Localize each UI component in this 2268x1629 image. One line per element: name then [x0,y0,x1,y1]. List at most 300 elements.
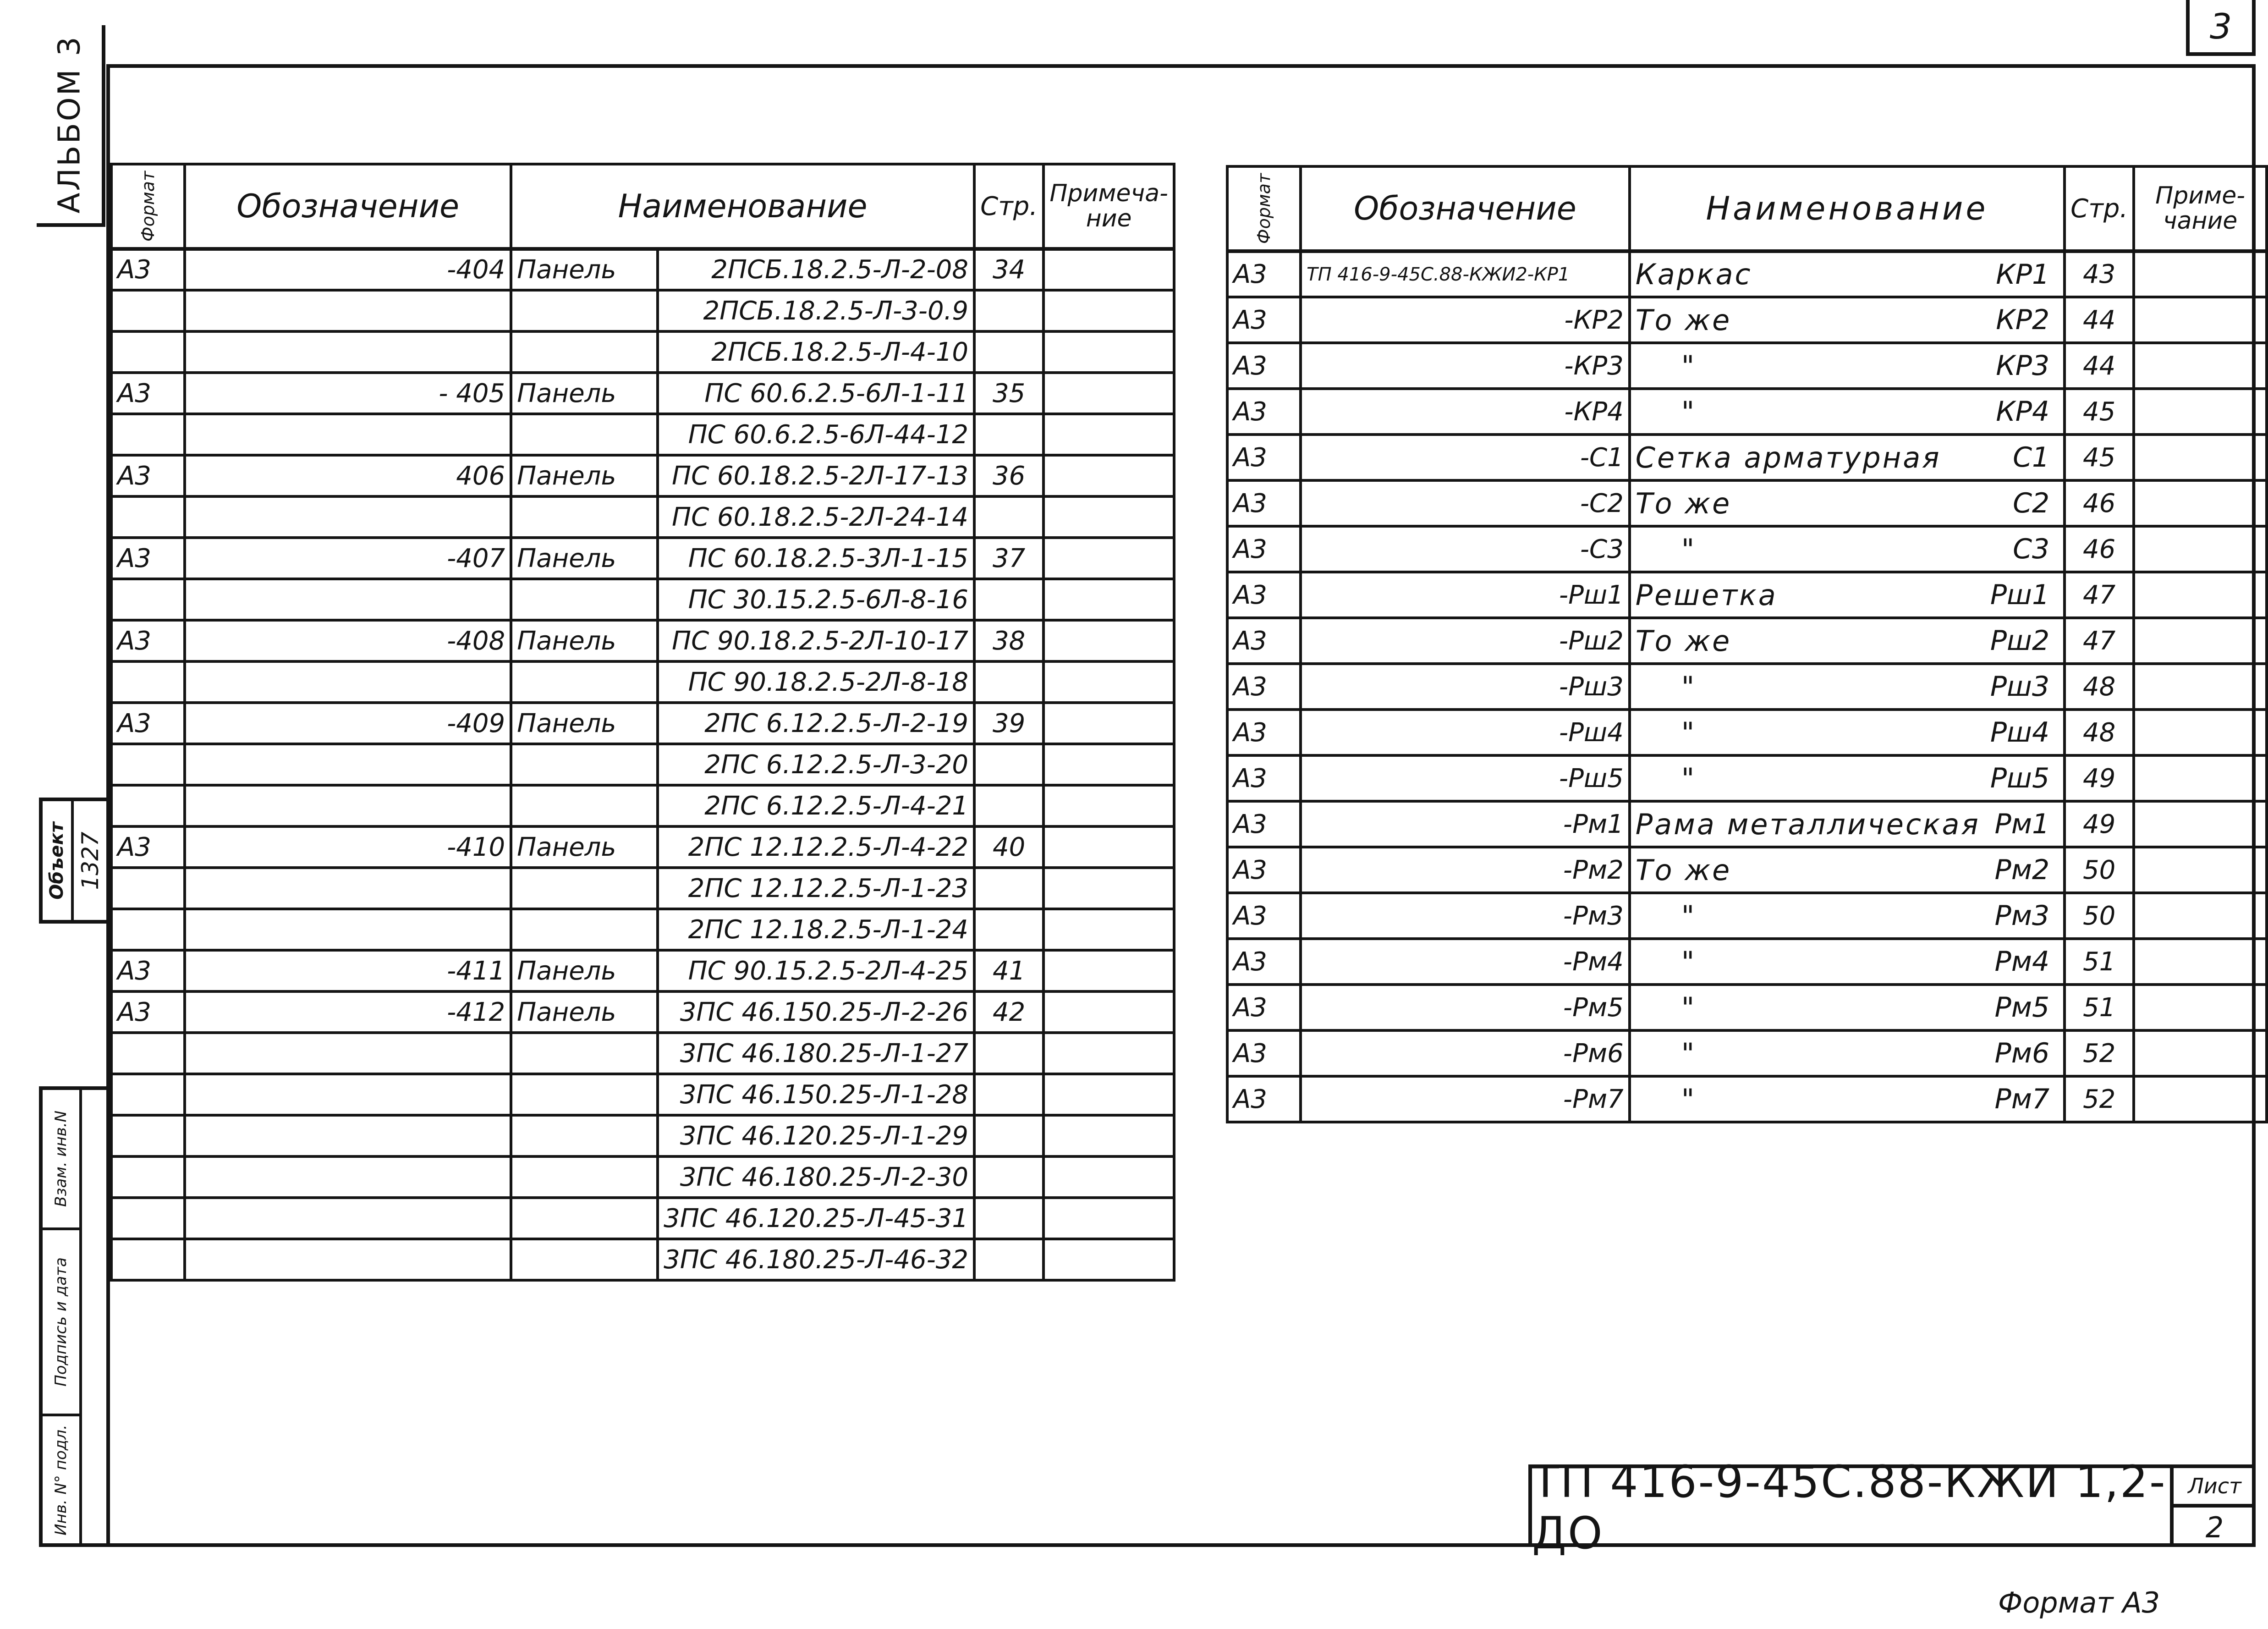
item-mark-cell: 2ПСБ.18.2.5-Л-2-08 [658,249,974,290]
object-label: Объект [46,821,67,900]
header-format: Формат [111,164,185,249]
item-mark-cell: ПС 90.15.2.5-2Л-4-25 [658,950,974,991]
designation-cell: - 405 [185,373,511,414]
item-mark-cell: 2ПС 6.12.2.5-Л-3-20 [658,744,974,785]
designation-cell: -Рш4 [1301,710,1630,755]
designation-cell: -Рш3 [1301,664,1630,710]
table-row [111,1239,1174,1280]
note-cell [1043,249,1174,290]
format-cell: А3 [1227,572,1301,618]
item-name: Решетка [1635,578,1778,612]
item-mark: Рш2 [1990,625,2050,657]
format-cell [111,1239,185,1280]
table-row [111,950,1174,991]
designation-cell [185,579,511,620]
page-cell: 49 [2065,755,2134,801]
page-cell [974,661,1043,703]
table-row [1227,985,2267,1030]
table-row [111,661,1174,703]
item-mark-cell: 3ПС 46.150.25-Л-1-28 [658,1074,974,1115]
item-mark-cell: 3ПС 46.180.25-Л-1-27 [658,1033,974,1074]
header-note: Приме-чание [2134,166,2267,251]
format-cell: А3 [1227,251,1301,297]
item-type-cell: Панель [511,373,658,414]
table-row [111,249,1174,290]
item-mark-cell: ПС 90.18.2.5-2Л-10-17 [658,620,974,661]
table-row [1227,480,2267,526]
table-row [111,744,1174,785]
designation-cell: -Рм4 [1301,939,1630,985]
table-row [1227,893,2267,939]
format-cell [111,1074,185,1115]
format-cell: А3 [111,455,185,496]
item-name: " [1681,395,1697,429]
table-row [111,785,1174,826]
note-cell [1043,1033,1174,1074]
note-cell [1043,785,1174,826]
item-mark: КР4 [1996,396,2050,428]
page-cell: 48 [2065,664,2134,710]
item-mark-cell: 2ПС 6.12.2.5-Л-2-19 [658,703,974,744]
table-row [1227,251,2267,297]
item-name: Каркас [1635,258,1752,291]
item-type-cell: Панель [511,249,658,290]
designation-cell: -Рм7 [1301,1076,1630,1122]
name-cell [1630,1030,2065,1076]
table-row [1227,939,2267,985]
format-cell: А3 [111,249,185,290]
page-cell [974,331,1043,373]
name-cell [1630,847,2065,893]
format-cell [111,909,185,950]
note-cell [2134,755,2267,801]
designation-cell: -404 [185,249,511,290]
designation-cell: -Рм3 [1301,893,1630,939]
page-cell: 46 [2065,526,2134,572]
note-cell [1043,538,1174,579]
page-cell: 35 [974,373,1043,414]
format-cell [111,414,185,455]
note-cell [2134,801,2267,847]
page-cell: 51 [2065,939,2134,985]
item-mark-cell: 3ПС 46.180.25-Л-46-32 [658,1239,974,1280]
note-cell [2134,664,2267,710]
note-cell [1043,373,1174,414]
item-mark-cell: 2ПСБ.18.2.5-Л-3-0.9 [658,290,974,331]
format-cell: А3 [111,826,185,868]
item-mark: С1 [2013,441,2050,473]
item-mark: Рм7 [1994,1083,2050,1115]
item-mark-cell: ПС 60.18.2.5-2Л-17-13 [658,455,974,496]
item-type-cell: Панель [511,826,658,868]
page-cell: 52 [2065,1076,2134,1122]
name-cell [1630,435,2065,480]
designation-cell [185,909,511,950]
table-row [111,331,1174,373]
item-mark: Рш3 [1990,671,2050,703]
item-type-cell [511,1198,658,1239]
note-cell [1043,1074,1174,1115]
note-cell [2134,572,2267,618]
header-format: Формат [1227,166,1301,251]
item-mark: Рм6 [1994,1037,2050,1069]
designation-cell: -С1 [1301,435,1630,480]
item-mark: Рш4 [1990,716,2050,748]
name-cell [1630,526,2065,572]
item-type-cell [511,414,658,455]
page-cell [974,496,1043,538]
item-mark-cell: 3ПС 46.120.25-Л-45-31 [658,1198,974,1239]
item-type-cell [511,331,658,373]
format-cell: А3 [1227,480,1301,526]
name-cell [1630,985,2065,1030]
designation-cell: -412 [185,991,511,1033]
designation-cell: 406 [185,455,511,496]
item-type-cell: Панель [511,620,658,661]
item-mark-cell: ПС 60.18.2.5-2Л-24-14 [658,496,974,538]
designation-cell [185,785,511,826]
designation-cell: -КР4 [1301,389,1630,435]
designation-cell: -Рш1 [1301,572,1630,618]
format-cell: А3 [1227,343,1301,389]
note-cell [2134,710,2267,755]
page-cell: 36 [974,455,1043,496]
sheet-label: Лист [2174,1468,2256,1508]
item-name: " [1681,1082,1697,1116]
format-cell: А3 [111,991,185,1033]
album-label-box [37,25,105,227]
table-row [1227,297,2267,343]
designation-cell [185,414,511,455]
format-cell: А3 [1227,985,1301,1030]
table-row [111,538,1174,579]
table-row [111,620,1174,661]
item-mark-cell: 2ПС 12.12.2.5-Л-1-23 [658,868,974,909]
item-mark-cell: 2ПС 12.18.2.5-Л-1-24 [658,909,974,950]
item-type-cell [511,1156,658,1198]
header-page: Стр. [2065,166,2134,251]
page-cell: 43 [2065,251,2134,297]
table-row [1227,755,2267,801]
page-cell: 46 [2065,480,2134,526]
item-name: " [1681,349,1697,383]
item-mark: КР3 [1996,350,2050,382]
note-cell [2134,435,2267,480]
item-mark-cell: 3ПС 46.150.25-Л-2-26 [658,991,974,1033]
item-mark-cell: ПС 60.6.2.5-6Л-44-12 [658,414,974,455]
table-row [111,1156,1174,1198]
item-mark-cell: 2ПС 12.12.2.5-Л-4-22 [658,826,974,868]
table-row [111,579,1174,620]
format-cell [111,744,185,785]
name-cell [1630,480,2065,526]
item-name: " [1681,945,1697,979]
designation-cell: -407 [185,538,511,579]
page-cell [974,1033,1043,1074]
item-mark-cell: 2ПСБ.18.2.5-Л-4-10 [658,331,974,373]
format-cell: А3 [1227,526,1301,572]
page-cell: 40 [974,826,1043,868]
page-cell: 44 [2065,297,2134,343]
name-cell [1630,618,2065,664]
page-number: 3 [2186,0,2256,56]
table-row [111,373,1174,414]
item-name: " [1681,715,1697,749]
table-row [111,455,1174,496]
item-name: То же [1635,853,1732,887]
item-type-cell [511,1074,658,1115]
left-spec-table [110,163,1175,1282]
table-row [1227,618,2267,664]
note-cell [1043,455,1174,496]
note-cell [2134,526,2267,572]
item-mark-cell: 3ПС 46.120.25-Л-1-29 [658,1115,974,1156]
designation-cell: -408 [185,620,511,661]
item-type-cell [511,785,658,826]
designation-cell [185,1239,511,1280]
item-type-cell [511,1033,658,1074]
table-row [1227,343,2267,389]
format-cell: А3 [1227,801,1301,847]
item-mark: Рм5 [1994,991,2050,1024]
title-block [1528,1456,2256,1559]
format-cell [111,579,185,620]
page-cell: 44 [2065,343,2134,389]
designation-cell: -Рм6 [1301,1030,1630,1076]
page-cell [974,290,1043,331]
format-cell: А3 [1227,893,1301,939]
note-cell [2134,618,2267,664]
format-cell [111,496,185,538]
item-name: " [1681,532,1697,566]
item-name: То же [1635,303,1732,337]
note-cell [1043,1156,1174,1198]
item-type-cell [511,744,658,785]
format-cell: А3 [1227,755,1301,801]
designation-cell: -410 [185,826,511,868]
format-cell [111,661,185,703]
format-cell [111,331,185,373]
item-name: Сетка арматурная [1635,440,1941,474]
item-mark-cell: 3ПС 46.180.25-Л-2-30 [658,1156,974,1198]
header-name: Наименование [1630,166,2065,251]
designation-cell [185,1156,511,1198]
name-cell [1630,297,2065,343]
item-mark: Рм2 [1994,854,2050,886]
stamp-field-replacement: Взам. инв.N [52,1110,70,1207]
album-label: АЛЬБОМ 3 [51,35,87,214]
item-type-cell [511,579,658,620]
page-cell [974,1198,1043,1239]
designation-cell [185,496,511,538]
item-mark: С3 [2013,533,2050,565]
designation-cell [185,744,511,785]
item-mark: КР2 [1996,304,2050,336]
name-cell [1630,939,2065,985]
item-mark-cell: ПС 60.18.2.5-3Л-1-15 [658,538,974,579]
note-cell [1043,661,1174,703]
page-cell: 42 [974,991,1043,1033]
table-row [1227,572,2267,618]
format-cell: А3 [111,620,185,661]
item-type-cell: Панель [511,455,658,496]
note-cell [1043,991,1174,1033]
signature-stamp [39,1086,110,1547]
item-name: " [1681,991,1697,1024]
format-cell: А3 [1227,1030,1301,1076]
designation-cell: -Рм2 [1301,847,1630,893]
page-cell: 52 [2065,1030,2134,1076]
note-cell [1043,1198,1174,1239]
page-cell: 34 [974,249,1043,290]
item-mark: Рш1 [1990,579,2050,611]
name-cell [1630,1076,2065,1122]
designation-cell [185,1198,511,1239]
item-type-cell [511,868,658,909]
designation-cell [185,1074,511,1115]
table-row [1227,435,2267,480]
format-cell: А3 [1227,847,1301,893]
table-row [111,991,1174,1033]
item-name: То же [1635,624,1732,658]
header-name: Наименование [511,164,974,249]
note-cell [2134,985,2267,1030]
note-cell [2134,297,2267,343]
format-cell [111,1115,185,1156]
item-type-cell [511,290,658,331]
note-cell [1043,1115,1174,1156]
page-cell [974,744,1043,785]
stamp-field-inventory: Инв. N° подл. [52,1424,70,1535]
item-mark: Рш5 [1990,762,2050,794]
note-cell [1043,826,1174,868]
item-mark-cell: ПС 60.6.2.5-6Л-1-11 [658,373,974,414]
item-type-cell [511,496,658,538]
header-note: Примеча-ние [1043,164,1174,249]
right-spec-table [1226,165,2268,1123]
table-row [111,703,1174,744]
item-mark: Рм1 [1994,808,2050,840]
note-cell [1043,1239,1174,1280]
page-cell [974,1115,1043,1156]
note-cell [2134,939,2267,985]
designation-cell: -Рш5 [1301,755,1630,801]
table-row [111,1033,1174,1074]
table-row [1227,526,2267,572]
page-cell: 39 [974,703,1043,744]
item-name: То же [1635,486,1732,520]
item-type-cell [511,661,658,703]
name-cell [1630,572,2065,618]
object-stamp [39,798,110,924]
designation-cell: -С3 [1301,526,1630,572]
designation-cell: -409 [185,703,511,744]
page-cell [974,414,1043,455]
item-mark-cell: ПС 30.15.2.5-6Л-8-16 [658,579,974,620]
page-cell: 50 [2065,847,2134,893]
item-type-cell: Панель [511,991,658,1033]
name-cell [1630,664,2065,710]
item-type-cell [511,1239,658,1280]
table-row [111,868,1174,909]
format-cell: А3 [1227,939,1301,985]
format-cell [111,1156,185,1198]
table-row [111,496,1174,538]
page-cell: 45 [2065,435,2134,480]
designation-cell [185,1033,511,1074]
format-cell: А3 [1227,1076,1301,1122]
item-type-cell [511,1115,658,1156]
note-cell [2134,343,2267,389]
designation-cell: ТП 416-9-45С.88-КЖИ2-КР1 [1301,251,1630,297]
format-cell: А3 [1227,435,1301,480]
designation-cell: -411 [185,950,511,991]
name-cell [1630,710,2065,755]
table-row [111,909,1174,950]
format-cell: А3 [111,373,185,414]
designation-cell: -КР2 [1301,297,1630,343]
format-cell [111,868,185,909]
designation-cell: -КР3 [1301,343,1630,389]
note-cell [2134,893,2267,939]
object-value: 1327 [77,831,104,890]
designation-cell: -Рш2 [1301,618,1630,664]
page-cell: 47 [2065,618,2134,664]
header-page: Стр. [974,164,1043,249]
name-cell [1630,251,2065,297]
table-row [111,1198,1174,1239]
table-row [1227,801,2267,847]
header-designation: Обозначение [185,164,511,249]
item-name: " [1681,761,1697,795]
table-row [111,1115,1174,1156]
item-name: " [1681,899,1697,933]
note-cell [1043,620,1174,661]
format-cell: А3 [111,538,185,579]
table-row [1227,710,2267,755]
stamp-field-signature: Подпись и дата [52,1257,70,1387]
format-cell: А3 [1227,389,1301,435]
note-cell [2134,1030,2267,1076]
note-cell [1043,703,1174,744]
table-row [1227,847,2267,893]
page-cell: 51 [2065,985,2134,1030]
table-row [1227,664,2267,710]
table-row [1227,1030,2267,1076]
note-cell [1043,414,1174,455]
document-code: ТП 416-9-45С.88-КЖИ 1,2-ДО [1532,1468,2174,1547]
item-type-cell: Панель [511,703,658,744]
table-row [111,414,1174,455]
page-cell [974,909,1043,950]
page-cell: 50 [2065,893,2134,939]
item-mark: С2 [2013,487,2050,519]
table-row [111,1074,1174,1115]
page-cell [974,579,1043,620]
name-cell [1630,755,2065,801]
page-cell: 38 [974,620,1043,661]
page-cell [974,1239,1043,1280]
format-cell [111,290,185,331]
item-type-cell: Панель [511,538,658,579]
table-row [111,826,1174,868]
format-cell [111,785,185,826]
item-name: " [1681,670,1697,704]
note-cell [2134,847,2267,893]
designation-cell: -Рм5 [1301,985,1630,1030]
item-mark: КР1 [1996,258,2050,291]
item-mark-cell: ПС 90.18.2.5-2Л-8-18 [658,661,974,703]
